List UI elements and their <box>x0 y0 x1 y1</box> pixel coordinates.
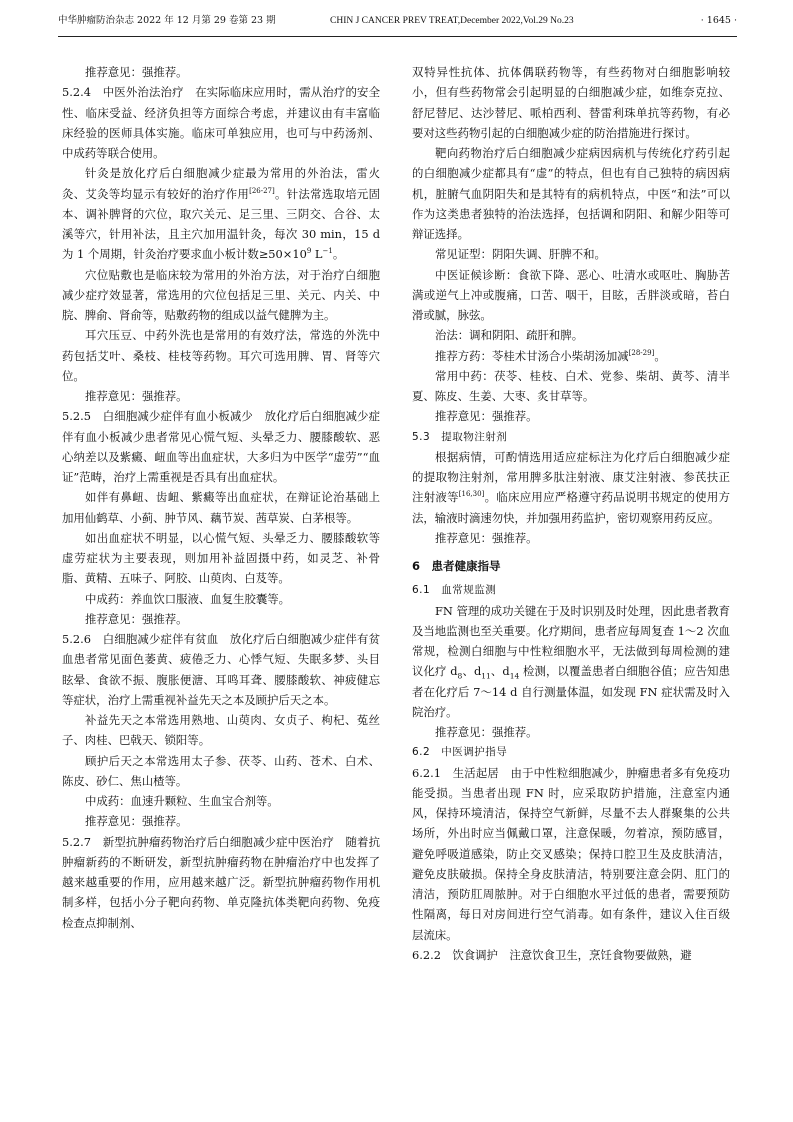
subscript: 8 <box>457 671 463 681</box>
subsection-heading: 5.2.6 白细胞减少症伴有贫血 <box>62 632 230 646</box>
section-heading-6-1: 6.1 血常规监测 <box>412 584 497 597</box>
paragraph-blood-monitoring <box>412 601 730 723</box>
paragraph-method: 治法：调和阴阳、疏肝和脾。 <box>435 328 584 343</box>
paragraph-bleeding: 如伴有鼻衄、齿衄、紫癜等出血症状，在辩证论治基础上加用仙鹤草、小蓟、肿节风、藕节炭、茜草炭、白茅根等。 <box>62 490 380 525</box>
section-heading-6: 6 患者健康指导 <box>412 559 501 573</box>
paragraph-pathogenesis: 靶向药物治疗后白细胞减少症病因病机与传统化疗药引起的白细胞减少症都具有“虚”的特点，但也有自己独特的病因病机，脏腑气血阴阳失和是其特有的病机特点，中医“和法”可以作为这类患者独特的治法选择，包括调和阴阳、和解少阳等可辩证选择。 <box>412 146 730 241</box>
paragraph-text: L <box>311 247 323 262</box>
paragraph-text: 。临床应用应严格遵守药品说明书规定的使用方法，输液时滴速勿快，并加强用药监护，密切观察用药反应。 <box>412 490 730 525</box>
recommendation: 推荐意见：强推荐。 <box>435 409 538 424</box>
recommendation: 推荐意见：强推荐。 <box>85 389 188 403</box>
subsection-heading: 5.2.7 新型抗肿瘤药物治疗后白细胞减少症中医治疗 <box>62 834 346 849</box>
paragraph-5-2-7 <box>62 832 380 933</box>
superscript: 9 <box>306 247 312 256</box>
paragraph-text: 在实际临床应用时，需从治疗的安全性、临床受益、经济负担等方面综合考虑，并建议由有丰富临床经验的医师具体实施。临床可单独应用，也可与中药汤剂、中成药等联合使用。 <box>62 85 380 160</box>
subsection-heading: 6.2.2 饮食调护 <box>412 947 510 962</box>
paragraph-congenital: 补益先天之本常选用熟地、山萸肉、女贞子、枸杞、菟丝子、肉桂、巴戟天、锁阳等。 <box>62 713 380 748</box>
paragraph-text: FN 管理的成功关键在于及时识别及时处理，因此患者教育及当地监测也至关重要。化疗期间，患者应每周复查 1～2 次血常规，检测白细胞与中性粒细胞水平，无法做到每周检测的建议化疗 d <box>412 603 730 679</box>
recommendation: 推荐意见：强推荐。 <box>85 814 188 829</box>
citation: [26-27] <box>249 186 275 195</box>
paragraph-text: 推荐方药：苓桂术甘汤合小柴胡汤加减 <box>435 348 629 363</box>
right-column <box>412 62 730 965</box>
paragraph-acupuncture <box>62 163 380 264</box>
recommendation: 推荐意见：强推荐。 <box>435 725 538 739</box>
paragraph-5-2-5 <box>62 406 380 487</box>
journal-title-en: CHIN J CANCER PREV TREAT,December 2022,Vol.29 No.23 <box>330 16 574 26</box>
paragraph-6-2-2 <box>412 945 730 965</box>
paragraph-text: 。针法常选取培元固本、调补脾肾的穴位，取穴关元、足三里、三阴交、合谷、太溪等穴，针用补法，且主穴加用温针灸，每次 30 min，15 d 为 1 个周期，针灸治疗要求血小板计数≥50×10 <box>62 186 380 262</box>
subscript: 11 <box>481 671 491 681</box>
paragraph-ear: 耳穴压豆、中药外洗也是常用的有效疗法，常选的外洗中药包括艾叶、桑枝、桂枝等药物。耳穴可选用脾、胃、肾等穴位。 <box>62 328 380 383</box>
subsection-heading: 5.2.5 白细胞减少症伴有血小板减少 <box>62 409 265 424</box>
recommendation: 推荐意见：强推荐。 <box>85 65 188 79</box>
paragraph-syndrome: 常见证型：阴阳失调、肝脾不和。 <box>435 247 606 262</box>
paragraph-continued: 双特异性抗体、抗体偶联药物等，有些药物对白细胞影响较小，但有些药物常会引起明显的白细胞减少症，如维奈克拉、舒尼替尼、达沙替尼、哌柏西利、替雷利珠单抗等药物，有必要对这些药物引起的白细胞减少症的防治措施进行探讨。 <box>412 65 730 140</box>
paragraph-diagnosis: 中医证候诊断：食欲下降、恶心、吐清水或呕吐、胸胁苦满或逆气上冲或腹痛，口苦、咽干，目眩，舌胖淡或暗，苔白滑或腻，脉弦。 <box>412 267 730 322</box>
paragraph-text: 放化疗后白细胞减少症伴有血小板减少患者常见心慌气短、头晕乏力、腰膝酸软、恶心纳差以及紫癜、衄血等出血症状，大多归为中医学“虚劳”“血证”范畴，治疗上需重视是否具有出血症状。 <box>62 409 380 484</box>
paragraph-prescription <box>412 346 730 366</box>
paragraph-text: 随着抗肿瘤新药的不断研发，新型抗肿瘤药物在肿瘤治疗中也发挥了越来越重要的作用，应用越来越广泛。新型抗肿瘤药物作用机制多样，包括小分子靶向药物、单克隆抗体类靶向药物、免疫检查点抑制剂、 <box>62 834 380 930</box>
running-header <box>58 12 737 30</box>
paragraph-acquired: 顾护后天之本常选用太子参、茯苓、山药、苍术、白术、陈皮、砂仁、焦山楂等。 <box>62 753 380 788</box>
paragraph-5-2-4 <box>62 82 380 163</box>
section-heading-6-2: 6.2 中医调护指导 <box>412 746 508 759</box>
paragraph-text: 注意饮食卫生，烹饪食物要做熟，避 <box>509 947 692 962</box>
paragraph-text: 检测，以覆盖患者白细胞谷值；应告知患者在化疗后 7～14 d 自行测量体温，如发现 FN 症状需及时入院治疗。 <box>412 664 730 719</box>
subsection-heading: 5.2.4 中医外治法治疗 <box>62 85 196 100</box>
paragraph-patent-medicine: 中成药：血速升颗粒、生血宝合剂等。 <box>85 794 279 808</box>
paragraph-herbs: 常用中药：茯苓、桂枝、白术、党参、柴胡、黄芩、清半夏、陈皮、生姜、大枣、炙甘草等。 <box>412 368 730 403</box>
recommendation: 推荐意见：强推荐。 <box>435 530 538 545</box>
paragraph-patent-medicine: 中成药：养血饮口服液、血复生胶囊等。 <box>85 591 291 606</box>
subsection-heading: 6.2.1 生活起居 <box>412 765 511 780</box>
citation: [16,30] <box>458 490 485 499</box>
paragraph-text: 、d <box>490 664 510 679</box>
paragraph-6-2-1 <box>412 763 730 945</box>
paragraph-acupoint: 穴位贴敷也是临床较为常用的外治方法，对于治疗白细胞减少症疗效显著，常选用的穴位包括足三里、关元、内关、中脘、脾俞、肾俞等，贴敷药物的组成以益气健脾为主。 <box>62 267 380 322</box>
journal-title-cn: 中华肿瘤防治杂志 2022 年 12 月第 29 卷第 23 期 <box>58 15 276 26</box>
superscript: −1 <box>322 247 333 256</box>
page-number: · 1645 · <box>700 15 737 26</box>
paragraph-text: 放化疗后白细胞减少症伴有贫血患者常见面色萎黄、疲倦乏力、心悸气短、失眠多梦、头目眩晕、食欲不振、腹胀便溏、耳鸣耳聋、腰膝酸软、神疲健忘等症状，治疗上需重视补益先天之本及顾护后天之本。 <box>62 632 380 707</box>
recommendation: 推荐意见：强推荐。 <box>85 611 188 626</box>
paragraph-injection <box>412 447 730 528</box>
paragraph-text: 根据病情，可酌情选用适应症标注为化疗后白细胞减少症的提取物注射剂，常用脾多肽注射液、康艾注射液、参芪扶正注射液等 <box>412 449 730 505</box>
paragraph-text: 、d <box>462 664 482 679</box>
paragraph-text: 由于中性粒细胞减少，肿瘤患者多有免疫功能受损。当患者出现 FN 时，应采取防护措施，注意室内通风，保持环境清洁，保持空气新鲜，尽量不去人群聚集的公共场所，外出时应当佩戴口罩，注意保暖，勿着凉，预防感冒，避免呼吸道感染，防止交叉感染；保持口腔卫生及皮肤清洁，避免皮肤破损。保持全身皮肤清洁，特别要注意会阴、肛门的清洁，预防肛周脓肿。对于白细胞水平过低的患者，需要预防性隔离，每日对房间进行空气消毒。如有条件，建议入住百级层流床。 <box>412 765 730 942</box>
paragraph-no-bleeding: 如出血症状不明显，以心慌气短、头晕乏力、腰膝酸软等虚劳症状为主要表现，则加用补益固摄中药，如灵芝、补骨脂、黄精、五味子、阿胶、山萸肉、白芨等。 <box>62 530 380 586</box>
paragraph-5-2-6 <box>62 629 380 710</box>
subscript: 14 <box>509 671 520 681</box>
header-rule <box>58 36 737 37</box>
section-heading-5-3: 5.3 提取物注射剂 <box>412 430 508 443</box>
left-column <box>62 62 380 933</box>
paragraph-text: 针灸是放化疗后白细胞减少症最为常用的外治法，雷火灸、艾灸等均显示有较好的治疗作用 <box>62 166 380 201</box>
paragraph-text: 。 <box>654 348 666 363</box>
paragraph-text: 。 <box>332 247 345 262</box>
citation: [28-29] <box>628 348 655 357</box>
